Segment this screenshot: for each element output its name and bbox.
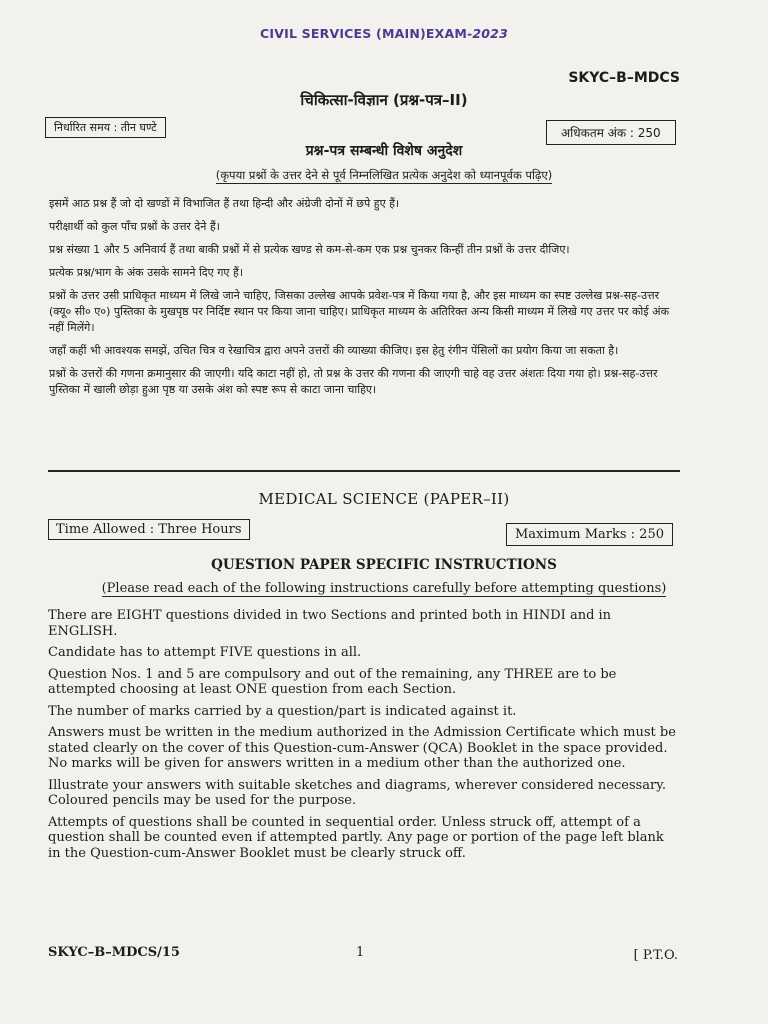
hindi-instruction: इसमें आठ प्रश्न हैं जो दो खण्डों में विभाजित हैं तथा हिन्दी और अंग्रेजी दोनों में छपे हुए हैं। — [49, 197, 400, 210]
page-footer — [48, 945, 680, 965]
hindi-instruction: जहाँ कहीं भी आवश्यक समझें, उचित चित्र व रेखाचित्र द्वारा अपने उत्तरों की व्याख्या कीजिए। इस हेतु रंगीन पेंसिलों का प्रयोग किया जा सकता है। — [49, 344, 619, 357]
hindi-instruction: परीक्षार्थी को कुल पाँच प्रश्नों के उत्तर देने हैं। — [49, 220, 220, 233]
english-instruction: There are EIGHT questions divided in two Sections and printed both in HINDI and in ENGLISH. — [48, 608, 612, 639]
english-instructions-list — [48, 608, 680, 867]
english-time-allowed: Time Allowed : Three Hours — [48, 519, 250, 540]
english-instruction: The number of marks carried by a question/part is indicated against it. — [48, 703, 517, 719]
english-instruction: Question Nos. 1 and 5 are compulsory and out of the remaining, any THREE are to be attempted choosing at least ONE question from each Section. — [48, 666, 617, 697]
hindi-time-allowed: निर्धारित समय : तीन घण्टे — [45, 117, 166, 138]
hindi-instructions-list — [49, 196, 681, 405]
hindi-instruction: प्रश्नों के उत्तरों की गणना क्रमानुसार की जाएगी। यदि काटा नहीं हो, तो प्रश्न के उत्तर की गणना की जाएगी चाहे वह उत्तर अंशतः दिया गया हो। प्रश्न-सह-उत्तर पुस्तिका में खाली छोड़ा हुआ पृष्ठ या उसके अंश को स्पष्ट रूप से काटा जाना चाहिए। — [49, 367, 658, 396]
english-instruction: Candidate has to attempt FIVE questions in all. — [48, 645, 362, 660]
page-number: 1 — [356, 945, 365, 960]
pto-label: [ P.T.O. — [633, 948, 678, 963]
english-instruction: Attempts of questions shall be counted in sequential order. Unless struck off, attempt of a question shall be counted even if attempted partly. Any page or portion of the page left blank in the Question-cum-Answer Booklet must be clearly struck off. — [48, 814, 664, 861]
stamp-year: 2023 — [472, 26, 508, 41]
hindi-instruction: प्रश्नों के उत्तर उसी प्राधिकृत माध्यम में लिखे जाने चाहिए, जिसका उल्लेख आपके प्रवेश-पत्र में किया गया है, और इस माध्यम का स्पष्ट उल्लेख प्रश्न-सह-उत्तर (क्यू० सी० ए०) पुस्तिका के मुखपृष्ठ पर निर्दिष्ट स्थान पर किया जाना चाहिए। प्राधिकृत माध्यम के अतिरिक्त अन्य किसी माध्यम में लिखे गए उत्तर पर कोई अंक नहीं मिलेंगे। — [49, 289, 670, 334]
hindi-note — [0, 168, 768, 183]
section-divider — [48, 470, 680, 472]
english-title: MEDICAL SCIENCE (PAPER–II) — [258, 490, 510, 508]
english-note-text: (Please read each of the following instructions carefully before attempting questions) — [101, 581, 667, 596]
english-instruction: Illustrate your answers with suitable sketches and diagrams, wherever considered necessary. Coloured pencils may be used for the purpose. — [48, 777, 666, 808]
english-note — [0, 581, 768, 596]
hindi-title: चिकित्सा-विज्ञान (प्रश्न-पत्र–II) — [300, 91, 468, 109]
hindi-instruction: प्रत्येक प्रश्न/भाग के अंक उसके सामने दिए गए हैं। — [49, 266, 244, 279]
paper-code: SKYC–B–MDCS — [568, 70, 680, 86]
stamp-text: CIVIL SERVICES (MAIN)EXAM- — [260, 26, 473, 41]
english-instructions-heading: QUESTION PAPER SPECIFIC INSTRUCTIONS — [211, 557, 557, 573]
hindi-max-marks: अधिकतम अंक : 250 — [546, 120, 676, 145]
english-max-marks: Maximum Marks : 250 — [506, 523, 673, 546]
hindi-note-text: (कृपया प्रश्नों के उत्तर देने से पूर्व निम्नलिखित प्रत्येक अनुदेश को ध्यानपूर्वक पढ़िए) — [215, 168, 553, 182]
exam-stamp — [0, 26, 768, 41]
hindi-instruction: प्रश्न संख्या 1 और 5 अनिवार्य हैं तथा बाकी प्रश्नों में से प्रत्येक खण्ड से कम-से-कम एक प्रश्न चुनकर किन्हीं तीन प्रश्नों के उत्तर दीजिए। — [49, 243, 570, 256]
hindi-instructions-heading: प्रश्न-पत्र सम्बन्धी विशेष अनुदेश — [305, 143, 463, 159]
footer-paper-code: SKYC–B–MDCS/15 — [48, 945, 180, 960]
english-instruction: Answers must be written in the medium authorized in the Admission Certificate which must be stated clearly on the cover of this Question-cum-Answer (QCA) Booklet in the space provided. No marks will be given for answers written in a medium other than the authorized one. — [48, 725, 676, 771]
